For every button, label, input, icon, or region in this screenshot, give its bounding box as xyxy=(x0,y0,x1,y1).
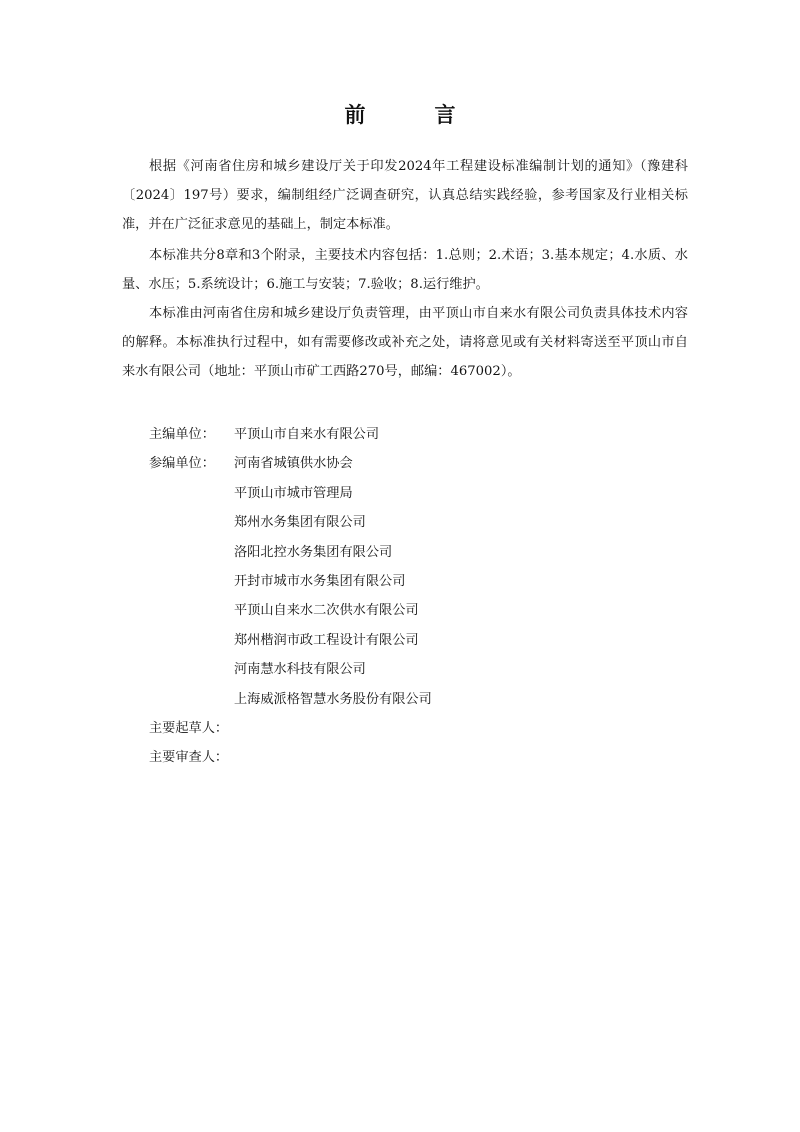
chief-editor-value: 平顶山市自来水有限公司 xyxy=(234,427,380,442)
participant-unit: 河南慧水科技有限公司 xyxy=(234,662,366,678)
participants-label: 参编单位： xyxy=(149,456,215,472)
label-spacer xyxy=(149,655,234,684)
participant-row xyxy=(149,508,432,537)
paragraph-3 xyxy=(122,299,688,386)
participant-unit: 郑州水务集团有限公司 xyxy=(234,515,366,531)
chief-editor-label: 主编单位： xyxy=(149,427,215,442)
label-spacer xyxy=(149,538,234,567)
label-spacer xyxy=(149,479,234,508)
participant-row xyxy=(149,479,432,508)
participant-unit: 开封市城市水务集团有限公司 xyxy=(234,573,406,589)
label-spacer xyxy=(149,685,234,714)
paragraph-text: 根据《河南省住房和城乡建设厅关于印发2024年工程建设标准编制计划的通知》（豫建科〔2024〕197号）要求，编制组经广泛调查研究，认真总结实践经验，参考国家及行业相关标准，并在广泛征求意见的基础上，制定本标准。 xyxy=(122,159,688,232)
reviewers-label: 主要审查人： xyxy=(149,750,229,766)
label-spacer xyxy=(149,626,234,655)
participant-unit: 平顶山市城市管理局 xyxy=(234,485,353,501)
participant-unit: 郑州楷润市政工程设计有限公司 xyxy=(234,632,419,648)
participant-row xyxy=(149,685,432,714)
drafters-label: 主要起草人： xyxy=(149,720,229,736)
reviewers-row xyxy=(149,743,432,772)
paragraph-text: 本标准由河南省住房和城乡建设厅负责管理，由平顶山市自来水有限公司负责具体技术内容的解释。本标准执行过程中，如有需要修改或补充之处，请将意见或有关材料寄送至平顶山市自来水有限公司（地址：平顶山市矿工西路270号，邮编：467002）。 xyxy=(122,306,688,379)
participant-unit: 上海威派格智慧水务股份有限公司 xyxy=(234,691,432,707)
participant-row xyxy=(149,567,432,596)
units-list xyxy=(149,420,432,773)
paragraph-2 xyxy=(122,241,688,299)
page-title: 前 言 xyxy=(344,103,480,127)
paragraph-text: 本标准共分8章和3个附录，主要技术内容包括：1.总则；2.术语；3.基本规定；4.水质、水量、水压；5.系统设计；6.施工与安装；7.验收；8.运行维护。 xyxy=(122,248,688,292)
participant-row xyxy=(149,655,432,684)
label-spacer xyxy=(149,567,234,596)
label-spacer xyxy=(149,508,234,537)
participant-row xyxy=(149,538,432,567)
participant-unit: 平顶山自来水二次供水有限公司 xyxy=(234,603,419,619)
participant-row xyxy=(149,596,432,625)
paragraph-1 xyxy=(122,152,688,239)
participant-unit: 河南省城镇供水协会 xyxy=(234,456,353,472)
label-spacer xyxy=(149,596,234,625)
chief-editor-row xyxy=(149,420,432,449)
participant-row xyxy=(149,449,432,478)
drafters-row xyxy=(149,714,432,743)
participant-row xyxy=(149,626,432,655)
participant-unit: 洛阳北控水务集团有限公司 xyxy=(234,544,393,560)
